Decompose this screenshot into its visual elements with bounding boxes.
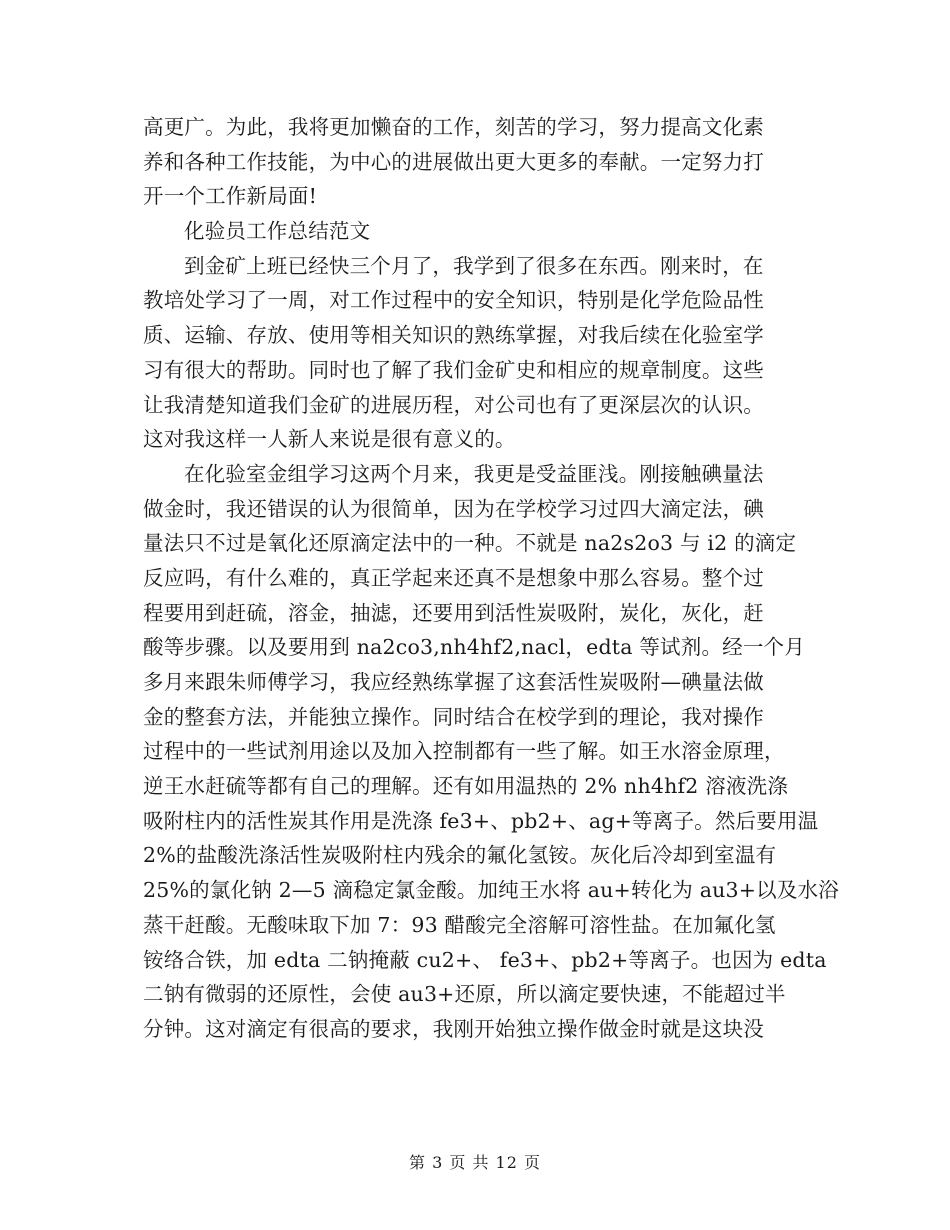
body-text [143,110,839,1047]
text-line: 金的整套方法，并能独立操作。同时结合在校学到的理论，我对操作 [143,704,764,729]
text-line: 到金矿上班已经快三个月了，我学到了很多在东西。刚来时，在 [184,253,764,278]
text-line: 吸附柱内的活性炭其作用是洗涤 fe3+、pb2+、ag+等离子。然后要用温 [143,808,819,833]
text-line: 教培处学习了一周，对工作过程中的安全知识，特别是化学危险品性 [143,288,764,313]
text-line: 开一个工作新局面! [143,184,318,209]
text-line: 高更广。为此，我将更加懒奋的工作，刻苦的学习，努力提高文化素 [143,115,764,139]
text-line: 这对我这样一人新人来说是很有意义的。 [143,427,516,452]
text-line: 让我清楚知道我们金矿的进展历程，对公司也有了更深层次的认识。 [143,392,764,417]
text-line: 二钠有微弱的还原性，会使 au3+还原，所以滴定要快速，不能超过半 [143,982,786,1007]
text-line: 反应吗，有什么难的，真正学起来还真不是想象中那么容易。整个过 [143,565,764,590]
text-line: 酸等步骤。以及要用到 na2co3,nh4hf2,nacl，edta 等试剂。经一个月 [143,635,805,660]
text-line: 量法只不过是氧化还原滴定法中的一种。不就是 na2s2o3 与 i2 的滴定 [143,531,797,556]
text-line: 铵络合铁，加 edta 二钠掩蔽 cu2+、 fe3+、pb2+等离子。也因为 edta [143,947,827,972]
text-line: 蒸干赶酸。无酸味取下加 7：93 醋酸完全溶解可溶性盐。在加氟化氢 [143,912,776,937]
text-line: 质、运输、存放、使用等相关知识的熟练掌握，对我后续在化验室学 [143,323,764,348]
text-line: 过程中的一些试剂用途以及加入控制都有一些了解。如王水溶金原理， [143,739,785,764]
text-line: 分钟。这对滴定有很高的要求，我刚开始独立操作做金时就是这块没 [143,1016,764,1041]
text-line: 做金时，我还错误的认为很简单，因为在学校学习过四大滴定法，碘 [143,496,764,521]
text-line: 多月来跟朱师傅学习，我应经熟练掌握了这套活性炭吸附—碘量法做 [143,670,764,694]
text-line: 2%的盐酸洗涤活性炭吸附柱内残余的氟化氢铵。灰化后冷却到室温有 [143,843,777,868]
text-line: 逆王水赶硫等都有自己的理解。还有如用温热的 2% nh4hf2 溶液洗涤 [143,774,789,799]
text-line: 在化验室金组学习这两个月来，我更是受益匪浅。刚接触碘量法 [184,461,764,486]
text-line: 程要用到赶硫，溶金，抽滤，还要用到活性炭吸附，炭化，灰化，赶 [143,600,764,625]
section-heading: 化验员工作总结范文 [184,219,371,244]
text-line: 25%的氯化钠 2—5 滴稳定氯金酸。加纯王水将 au+转化为 au3+以及水浴 [143,878,839,903]
page-footer: 第 3 页 共 12 页 [409,1153,541,1172]
text-line: 习有很大的帮助。同时也了解了我们金矿史和相应的规章制度。这些 [143,357,764,382]
text-line: 养和各种工作技能，为中心的进展做出更大更多的奉献。一定努力打 [143,149,764,174]
